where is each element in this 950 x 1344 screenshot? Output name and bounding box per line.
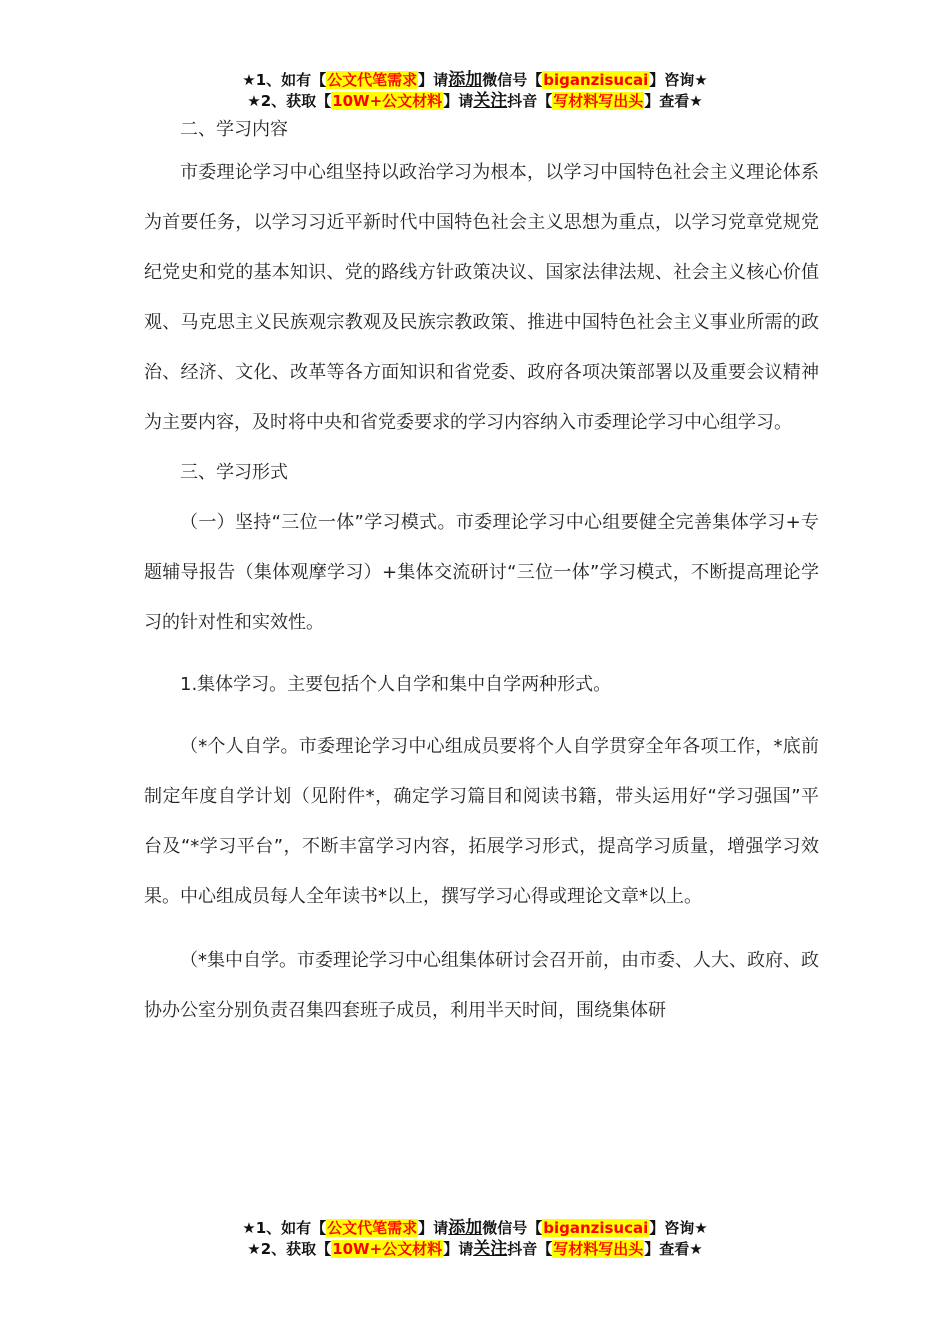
promo-banner-top — [0, 70, 950, 112]
promo-line-2 — [0, 91, 950, 112]
promo-line-2 — [0, 1239, 950, 1260]
promo-banner-bottom — [0, 1218, 950, 1260]
promo-line-1 — [0, 1218, 950, 1239]
promo-highlight: 写材料写出头 — [553, 92, 644, 110]
promo-highlight: biganzisucai — [543, 71, 649, 89]
promo-highlight: 写材料写出头 — [553, 1240, 644, 1258]
promo-text: 】咨询★ — [649, 1219, 708, 1237]
promo-underlined: 添加 — [448, 70, 483, 90]
promo-text: 抖音【 — [507, 92, 553, 110]
promo-text: 】查看★ — [644, 92, 703, 110]
document-body — [144, 112, 819, 1036]
promo-highlight: 公文代笔需求 — [327, 1219, 418, 1237]
promo-underlined: 关注 — [473, 1239, 508, 1259]
promo-highlight: 公文代笔需求 — [327, 71, 418, 89]
paragraph-self-study: （*个人自学。市委理论学习中心组成员要将个人自学贯穿全年各项工作，*底前制定年度自学计划（见附件*，确定学习篇目和阅读书籍，带头运用好“学习强国”平台及“*学习平台”，不断丰富学习内容，拓展学习形式，提高学习质量，增强学习效果。中心组成员每人全年读书*以上，撰写学习心得或理论文章*以上。 — [144, 736, 819, 907]
promo-text: ★2、获取【 — [247, 92, 332, 110]
promo-underlined: 添加 — [448, 1218, 483, 1238]
paragraph-mode: （一）坚持“三位一体”学习模式。市委理论学习中心组要健全完善集体学习+专题辅导报告（集体观摩学习）+集体交流研讨“三位一体”学习模式，不断提高理论学习的针对性和实效性。 — [144, 512, 819, 633]
promo-highlight: biganzisucai — [543, 1219, 649, 1237]
promo-text: 】查看★ — [644, 1240, 703, 1258]
section-heading-3: 三、学习形式 — [180, 462, 288, 483]
promo-text: 微信号【 — [482, 1219, 543, 1237]
promo-text: ★1、如有【 — [242, 71, 327, 89]
promo-text: 】请 — [418, 71, 449, 89]
promo-highlight: 10W+公文材料 — [332, 92, 443, 110]
promo-line-1 — [0, 70, 950, 91]
promo-text: 】请 — [418, 1219, 449, 1237]
promo-text: 抖音【 — [507, 1240, 553, 1258]
promo-highlight: 10W+公文材料 — [332, 1240, 443, 1258]
promo-text: 微信号【 — [482, 71, 543, 89]
paragraph-collective-study: 1.集体学习。主要包括个人自学和集中自学两种形式。 — [180, 674, 612, 695]
paragraph-content: 市委理论学习中心组坚持以政治学习为根本，以学习中国特色社会主义理论体系为首要任务，以学习习近平新时代中国特色社会主义思想为重点，以学习党章党规党纪党史和党的基本知识、党的路线方针政策决议、国家法律法规、社会主义核心价值观、马克思主义民族观宗教观及民族宗教政策、推进中国特色社会主义事业所需的政治、经济、文化、改革等各方面知识和省党委、政府各项决策部署以及重要会议精神为主要内容，及时将中央和省党委要求的学习内容纳入市委理论学习中心组学习。 — [144, 162, 819, 433]
section-heading-2: 二、学习内容 — [180, 119, 288, 140]
promo-text: ★2、获取【 — [247, 1240, 332, 1258]
paragraph-group-study: （*集中自学。市委理论学习中心组集体研讨会召开前，由市委、人大、政府、政协办公室分别负责召集四套班子成员，利用半天时间，围绕集体研 — [144, 950, 819, 1021]
promo-text: 】请 — [443, 92, 474, 110]
promo-text: 】请 — [443, 1240, 474, 1258]
promo-text: 】咨询★ — [649, 71, 708, 89]
promo-text: ★1、如有【 — [242, 1219, 327, 1237]
promo-underlined: 关注 — [473, 91, 508, 111]
